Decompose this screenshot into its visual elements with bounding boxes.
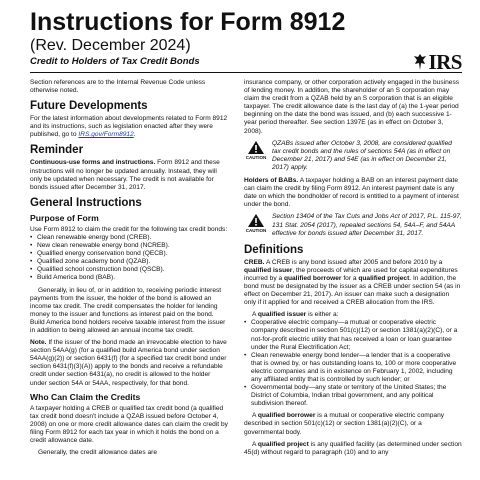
future-developments-heading: Future Developments <box>30 100 148 113</box>
purpose-text: Use Form 8912 to claim the credit for the following tax credit bonds: <box>30 225 228 233</box>
borrower-text: A <box>252 412 258 420</box>
right-column <box>244 79 462 461</box>
future-text: For the latest information about developments related to Form 8912 and its instructions, such as legislation enacted after they were published, go to <box>30 115 228 139</box>
project-term: qualified project <box>257 440 309 448</box>
reminder-heading: Reminder <box>30 144 84 157</box>
note-text <box>30 339 228 388</box>
creb-text: , the proceeds of which are used for capital expenditures incurred by a <box>244 266 458 282</box>
caution-text: QZABs issued after October 3, 2008, are considered qualified tax credit bonds and the rules of sections 54A (as in effect on December 21, 2017) and 54E (as in effect on December 21, 2017) apply. <box>272 139 452 171</box>
revision-date: (Rev. December 2024) <box>30 37 191 54</box>
creb-definition <box>244 259 462 308</box>
caution-icon <box>244 140 268 172</box>
creb-text: A CREB is any bond issued after 2005 and before 2010 by a <box>264 258 443 266</box>
caution-label: CAUTION <box>245 154 267 160</box>
note-lead: Note. <box>30 339 47 347</box>
list-item: • Clean renewable energy bond lender—a lender that is a cooperative that is owned by, or has outstanding loans to, 100 or more cooperative electric companies and is in existence on February 1, 2002, including any affiliated entity that is controlled by such lender; or <box>244 352 462 384</box>
issuer-list <box>244 319 462 408</box>
qualified-project-text <box>244 441 462 457</box>
creb-term: qualified borrower <box>283 274 342 282</box>
general-instructions-heading: General Instructions <box>30 196 142 209</box>
reminder-text <box>30 159 228 191</box>
list-item: • Build America bond (BAB). <box>30 274 228 282</box>
issuer-term: qualified issuer <box>257 311 307 319</box>
form-8912-link[interactable]: IRS.gov/Form8912 <box>78 131 134 139</box>
intro-text: Section references are to the Internal Revenue Code unless otherwise noted. <box>30 79 206 95</box>
creb-text: for a <box>341 274 359 282</box>
caution-text: Section 13404 of the Tax Cuts and Jobs Act of 2017, P.L. 115-97, 131 Stat. 2054 (2017), repealed sections 54, 54A–F, and 54AA effective for bonds issued after December 31, 2017. <box>272 213 462 237</box>
document-subtitle: Credit to Holders of Tax Credit Bonds <box>30 56 200 67</box>
reminder-body: Form 8912 and these instructions will no longer be updated annually. Instead, they will only be updated when necessary. The credit is not available for bonds issued after December 31, 2017. <box>30 159 220 191</box>
bond-list <box>30 234 228 283</box>
document-header <box>30 8 460 68</box>
header-rule <box>30 72 462 73</box>
issuer-text: is either a: <box>306 311 339 319</box>
note-body: If the issuer of the bond made an irrevocable election to have section 54AA(g) (for a qualified build America bond under section 54AA(g)(2)) or section 6431(f) (for a specified tax credit bond under section 6431(f)(3)(A)) apply to the bonds and receive a refundable credit under section 6431(a), no credit is allowed to the holder under section 54A or 54AA, respectively, for that bond. <box>30 339 227 387</box>
babs-lead: Holders of BABs. <box>244 177 299 185</box>
list-item: • Governmental body—any state or territory of the United States; the District of Columbia, Indian tribal government, and any political subdivision thereof. <box>244 384 462 408</box>
babs-text <box>244 177 462 209</box>
who-can-claim-text: A taxpayer holding a CREB or qualified tax credit bond (a qualified tax credit bond doesn't include a QZAB issued before October 4, 2008) on one or more credit allowance dates can claim the credit by filing Form 8912 for each tax year in which it holds the bond on a credit allowance date. <box>30 404 228 444</box>
generally-text: Generally, in lieu of, or in addition to, receiving periodic interest payments from the issuer, the holder of the bond is allowed an income tax credit. The credit compensates the holder for lending money to the issuer and functions as interest paid on the bond. Build America bond holders receive taxable interest from the issuer in addition to being allowed an annual income tax credit. <box>30 286 226 334</box>
creb-text: . In addition, the bond must be designated by the issuer as a CREB under section 54 (as in effect on December 21, 2017). An issuer can make such a designation only if it applied for and received a CREB allocation from the IRS. <box>244 274 461 307</box>
list-item: • Cooperative electric company—a mutual or cooperative electric company described in section 501(c)(12) or section 1381(a)(2)(C), or a not-for-profit electric utility that has received a loan or loan guarantee under the Rural Electrification Act; <box>244 319 462 351</box>
borrower-term: qualified borrower <box>257 412 316 420</box>
irs-logo-text: IRS <box>428 50 462 74</box>
page-title: Instructions for Form 8912 <box>30 8 346 36</box>
babs-body: A taxpayer holding a BAB on an interest payment date can claim the credit by filing Form 8912. An interest payment date is any date on which the bondholder of record is entitled to a payment of interest under the bond. <box>244 177 459 209</box>
list-item: • New clean renewable energy bond (NCREB). <box>30 242 228 250</box>
continued-text: insurance company, or other corporation actively engaged in the business of lending money. In addition, the shareholder of an S corporation may claim the credit from a QZAB held by an S corporation that is an eligible taxpayer. The credit allowance date is the last day of (a) the 1-year period beginning on the date the bond was issued, and (b) each successive 1-year period thereafter. See section 1397E (as in effect on October 3, 2008). <box>244 79 460 135</box>
list-item: • Qualified school construction bond (QSCB). <box>30 266 228 274</box>
who-can-claim-heading: Who Can Claim the Credits <box>30 391 141 402</box>
caution-box <box>244 140 462 172</box>
qualified-borrower-text <box>244 412 462 436</box>
caution-box <box>244 213 462 237</box>
eagle-icon <box>413 53 427 71</box>
qualified-issuer-text <box>244 311 462 319</box>
creb-term: qualified issuer <box>244 266 293 274</box>
left-column <box>30 79 228 461</box>
future-developments-text: For the latest information about developments related to Form 8912 and its instructions, such as legislation enacted after they were published, go to IRS.gov/Form8912. <box>30 115 228 139</box>
issuer-text: A <box>252 311 258 319</box>
borrower-text: is a mutual or cooperative electric company described in section 501(c)(12) or section 1381(a)(2)(C), or a governmental body. <box>244 412 445 436</box>
creb-lead: CREB. <box>244 258 265 266</box>
purpose-heading: Purpose of Form <box>30 212 99 223</box>
project-text: A <box>252 440 258 448</box>
list-item: • Qualified zone academy bond (QZAB). <box>30 258 228 266</box>
creb-term: qualified project <box>358 274 410 282</box>
definitions-heading: Definitions <box>244 243 304 256</box>
caution-icon <box>244 213 268 237</box>
caution-label: CAUTION <box>245 228 267 234</box>
reminder-lead: Continuous-use forms and instructions. <box>30 159 156 167</box>
list-item: • Qualified energy conservation bond (QECB). <box>30 250 228 258</box>
project-text: is any qualified facility (as determined under section 45(d) without regard to paragraph (10) and to any <box>244 440 462 456</box>
cut-line-text: Generally, the credit allowance dates are <box>38 449 157 457</box>
list-item: • Clean renewable energy bond (CREB). <box>30 234 228 242</box>
